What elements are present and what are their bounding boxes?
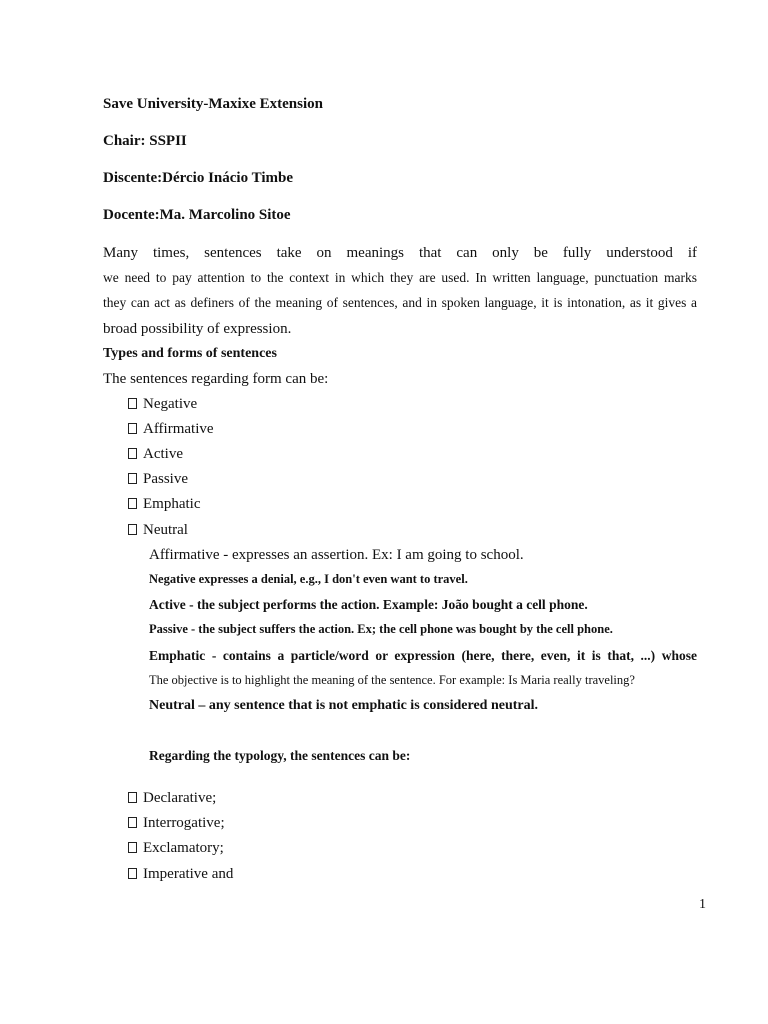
intro-line-1: Many times, sentences take on meanings that can only be fully understood if [103, 245, 697, 261]
list-item-passive: Passive [128, 472, 188, 487]
form-intro: The sentences regarding form can be: [103, 371, 329, 387]
bullet-box-icon [128, 842, 137, 853]
list-item-imperative: Imperative and [128, 867, 233, 882]
definition-affirmative: Affirmative - expresses an assertion. Ex: I am going to school. [149, 547, 524, 563]
student-heading: Discente:Dércio Inácio Timbe [103, 170, 293, 186]
definition-neutral: Neutral – any sentence that is not emphatic is considered neutral. [149, 698, 538, 713]
typology-title: Regarding the typology, the sentences can be: [149, 748, 411, 763]
bullet-box-icon [128, 868, 137, 879]
section-title: Types and forms of sentences [103, 346, 277, 361]
list-item-declarative: Declarative; [128, 791, 216, 806]
bullet-box-icon [128, 524, 137, 535]
definition-active: Active - the subject performs the action. Example: João bought a cell phone. [149, 597, 588, 612]
list-item-negative: Negative [128, 397, 197, 412]
list-item-active: Active [128, 447, 183, 462]
chair-heading: Chair: SSPII [103, 133, 187, 149]
bullet-box-icon [128, 398, 137, 409]
bullet-box-icon [128, 498, 137, 509]
page-number: 1 [699, 897, 706, 912]
teacher-heading: Docente:Ma. Marcolino Sitoe [103, 207, 291, 223]
bullet-box-icon [128, 817, 137, 828]
definition-negative: Negative expresses a denial, e.g., I don't even want to travel. [149, 572, 468, 586]
definition-emphatic-line-2: The objective is to highlight the meaning of the sentence. For example: Is Maria really traveling? [149, 673, 635, 687]
bullet-box-icon [128, 792, 137, 803]
institution-heading: Save University-Maxixe Extension [103, 96, 323, 112]
list-item-affirmative: Affirmative [128, 422, 214, 437]
definition-emphatic-line-1: Emphatic - contains a particle/word or expression (here, there, even, it is that, ...) whose [149, 648, 697, 663]
bullet-box-icon [128, 448, 137, 459]
intro-line-2: we need to pay attention to the context in which they are used. In written language, punctuation marks [103, 270, 697, 285]
list-item-interrogative: Interrogative; [128, 816, 225, 831]
bullet-box-icon [128, 473, 137, 484]
intro-line-3: they can act as definers of the meaning of sentences, and in spoken language, it is intonation, as it gives a [103, 295, 697, 310]
list-item-emphatic: Emphatic [128, 497, 200, 512]
definition-passive: Passive - the subject suffers the action. Ex; the cell phone was bought by the cell phone. [149, 622, 613, 636]
list-item-exclamatory: Exclamatory; [128, 841, 224, 856]
bullet-box-icon [128, 423, 137, 434]
intro-line-4: broad possibility of expression. [103, 321, 292, 337]
list-item-neutral: Neutral [128, 523, 188, 538]
